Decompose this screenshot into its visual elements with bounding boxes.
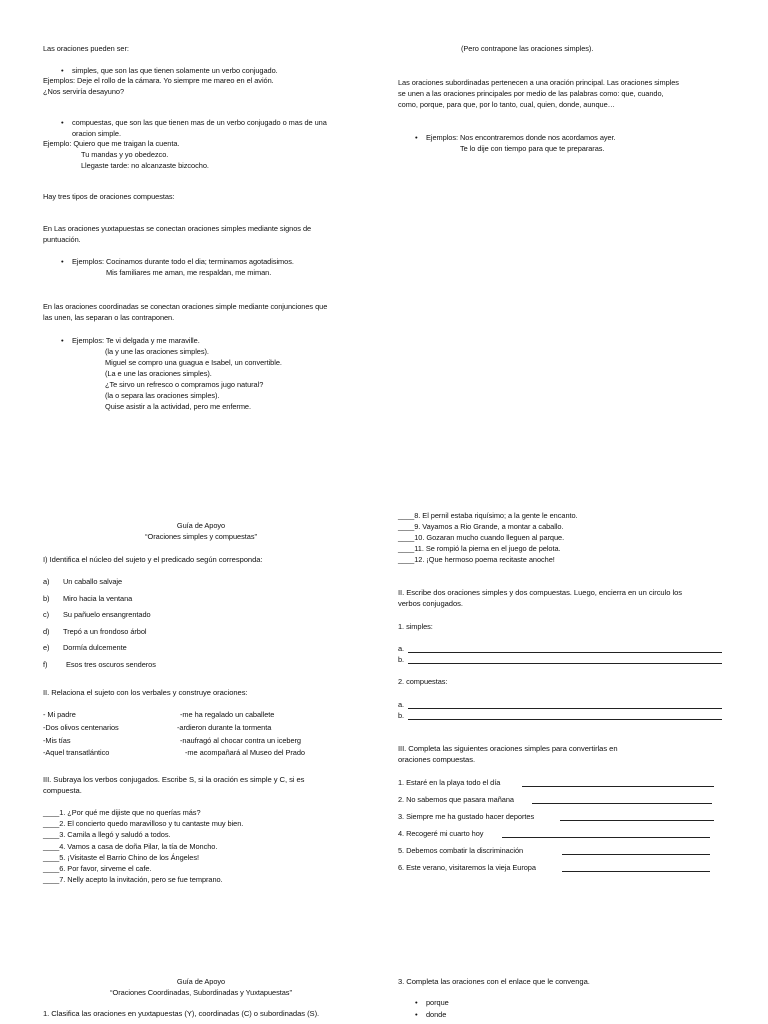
simple-example-2: ¿Nos serviría desayuno? bbox=[43, 87, 125, 96]
complete-item: 4. Recogeré mi cuarto hoy bbox=[398, 829, 484, 838]
answer-line[interactable] bbox=[408, 652, 722, 653]
answer-line[interactable] bbox=[532, 803, 712, 804]
relation-subject: -Mis tías bbox=[43, 736, 71, 745]
classify-item: ____9. Vayamos a Rio Grande, a montar a caballo. bbox=[398, 522, 564, 531]
coordinadas-example: ¿Te sirvo un refresco o compramos jugo natural? bbox=[105, 380, 264, 389]
relation-subject: -Dos olivos centenarios bbox=[43, 723, 119, 732]
exercise-item-text: Trepó a un frondoso árbol bbox=[63, 627, 147, 636]
relation-predicate: -ardieron durante la tormenta bbox=[177, 723, 272, 732]
answer-line[interactable] bbox=[408, 663, 722, 664]
intro-text: Las oraciones pueden ser: bbox=[43, 44, 129, 53]
guide-title: Guía de Apoyo bbox=[176, 521, 226, 530]
classify-item: ____1. ¿Por qué me dijiste que no querías más? bbox=[43, 808, 201, 817]
exercise-item-label: c) bbox=[43, 610, 50, 619]
classify-item: ____10. Gozaran mucho cuando lleguen al parque. bbox=[398, 533, 565, 542]
classify-item: ____6. Por favor, sirveme el cafe. bbox=[43, 864, 152, 873]
answer-line[interactable] bbox=[408, 708, 722, 709]
relation-predicate: -me ha regalado un caballete bbox=[180, 710, 275, 719]
classify-item: ____5. ¡Visitaste el Barrio Chino de los Ángeles! bbox=[43, 853, 199, 862]
section-3-heading-cont: compuesta. bbox=[43, 786, 82, 795]
section-2-heading-cont: verbos conjugados. bbox=[398, 599, 463, 608]
answer-label-a: a. bbox=[398, 644, 405, 653]
answer-line[interactable] bbox=[408, 719, 722, 720]
answer-label-a: a. bbox=[398, 700, 405, 709]
pero-note: (Pero contrapone las oraciones simples). bbox=[461, 44, 594, 53]
answer-label-b: b. bbox=[398, 655, 405, 664]
coordinadas-example: • Ejemplos: Te vi delgada y me maraville. bbox=[72, 336, 200, 345]
exercise-item-label: e) bbox=[43, 643, 50, 652]
classify-item: ____4. Vamos a casa de doña Pilar, la tía de Moncho. bbox=[43, 842, 218, 851]
exercise-item-text: Su pañuelo ensangrentado bbox=[63, 610, 151, 619]
complete-item: 2. No sabemos que pasara mañana bbox=[398, 795, 514, 804]
exercise-item-text: Esos tres oscuros senderos bbox=[66, 660, 156, 669]
compound-example-3: Llegaste tarde: no alcanzaste bizcocho. bbox=[81, 161, 209, 170]
subordinadas-def-1: Las oraciones subordinadas pertenecen a una oración principal. Las oraciones simples bbox=[398, 78, 679, 87]
classify-item: ____12. ¡Que hermoso poema recitaste anoche! bbox=[398, 555, 555, 564]
guide-subtitle: “Oraciones Coordinadas, Subordinadas y Yuxtapuestas” bbox=[110, 988, 292, 997]
coordinadas-example: (la o separa las oraciones simples). bbox=[105, 391, 220, 400]
coordinadas-example: (la y une las oraciones simples). bbox=[105, 347, 209, 356]
compound-bullet-cont: oracion simple. bbox=[72, 129, 121, 138]
compound-example-2: Tu mandas y yo obedezco. bbox=[81, 150, 169, 159]
complete-item: 6. Este verano, visitaremos la vieja Europa bbox=[398, 863, 536, 872]
relation-predicate: -naufragó al chocar contra un iceberg bbox=[180, 736, 301, 745]
simples-label: 1. simples: bbox=[398, 622, 433, 631]
exercise-item-text: Miro hacia la ventana bbox=[63, 594, 133, 603]
guide-title: Guía de Apoyo bbox=[176, 977, 226, 986]
coordinadas-example: Miguel se compro una guagua e Isabel, un convertible. bbox=[105, 358, 282, 367]
relation-subject: - Mi padre bbox=[43, 710, 76, 719]
item-3-text: 3. Completa las oraciones con el enlace que le convenga. bbox=[398, 977, 590, 986]
compound-example-1: Ejemplo: Quiero que me traigan la cuenta. bbox=[43, 139, 180, 148]
subordinadas-def-2: se unen a las oraciones principales por medio de las palabras como: que, cuando, bbox=[398, 89, 664, 98]
simple-example-1: Ejemplos: Deje el rollo de la cámara. Yo siempre me mareo en el avión. bbox=[43, 76, 274, 85]
compuestas-label: 2. compuestas: bbox=[398, 677, 448, 686]
relation-subject: -Aquel transatlántico bbox=[43, 748, 110, 757]
complete-item: 5. Debemos combatir la discriminación bbox=[398, 846, 524, 855]
subordinadas-example-1: • Ejemplos: Nos encontraremos donde nos acordamos ayer. bbox=[426, 133, 616, 142]
answer-line[interactable] bbox=[560, 820, 714, 821]
subordinadas-def-3: como, porque, para que, por lo tanto, cual, quien, donde, aunque… bbox=[398, 100, 615, 109]
yuxtapuestas-def-1: En Las oraciones yuxtapuestas se conectan oraciones simples mediante signos de bbox=[43, 224, 312, 233]
item-1-text: 1. Clasifica las oraciones en yuxtapuestas (Y), coordinadas (C) o subordinadas (S). bbox=[43, 1009, 320, 1018]
coordinadas-def-2: las unen, las separan o las contraponen. bbox=[43, 313, 175, 322]
answer-line[interactable] bbox=[562, 854, 710, 855]
answer-label-b: b. bbox=[398, 711, 405, 720]
exercise-item-label: b) bbox=[43, 594, 50, 603]
classify-item: ____3. Camila a llegó y saludó a todos. bbox=[43, 830, 171, 839]
guide-subtitle: “Oraciones simples y compuestas” bbox=[145, 532, 257, 541]
option-item: • donde bbox=[426, 1010, 446, 1019]
option-item: • porque bbox=[426, 998, 449, 1007]
compound-bullet: • compuestas, que son las que tienen mas de un verbo conjugado o mas de una bbox=[72, 118, 327, 127]
coordinadas-example: (La e une las oraciones simples). bbox=[105, 369, 212, 378]
answer-line[interactable] bbox=[502, 837, 710, 838]
simple-bullet: • simples, que son las que tienen solamente un verbo conjugado. bbox=[72, 66, 278, 75]
complete-item: 3. Siempre me ha gustado hacer deportes bbox=[398, 812, 535, 821]
exercise-item-text: Un caballo salvaje bbox=[63, 577, 123, 586]
exercise-item-label: d) bbox=[43, 627, 50, 636]
yuxtapuestas-def-2: puntuación. bbox=[43, 235, 81, 244]
yuxtapuestas-example-2: Mis familiares me aman, me respaldan, me miman. bbox=[106, 268, 272, 277]
exercise-item-label: f) bbox=[43, 660, 48, 669]
coordinadas-def-1: En las oraciones coordinadas se conectan oraciones simple mediante conjunciones que bbox=[43, 302, 328, 311]
tipos-text: Hay tres tipos de oraciones compuestas: bbox=[43, 192, 175, 201]
exercise-item-label: a) bbox=[43, 577, 50, 586]
section-3-heading: III. Completa las siguientes oraciones simples para convertirlas en bbox=[398, 744, 618, 753]
classify-item: ____7. Nelly acepto la invitación, pero se fue temprano. bbox=[43, 875, 223, 884]
answer-line[interactable] bbox=[522, 786, 714, 787]
section-1-heading: I) Identifica el núcleo del sujeto y el predicado según corresponda: bbox=[43, 555, 263, 564]
classify-item: ____11. Se rompió la pierna en el juego de pelota. bbox=[398, 544, 561, 553]
section-2-heading: II. Relaciona el sujeto con los verbales y construye oraciones: bbox=[43, 688, 248, 697]
classify-item: ____8. El pernil estaba riquísimo; a la gente le encanto. bbox=[398, 511, 578, 520]
relation-predicate: -me acompañará al Museo del Prado bbox=[185, 748, 305, 757]
coordinadas-example: Quise asistir a la actividad, pero me enferme. bbox=[105, 402, 251, 411]
exercise-item-text: Dormía dulcemente bbox=[63, 643, 127, 652]
section-3-heading-cont: oraciones compuestas. bbox=[398, 755, 476, 764]
yuxtapuestas-example-1: • Ejemplos: Cocinamos durante todo el dia; terminamos agotadisimos. bbox=[72, 257, 294, 266]
subordinadas-example-2: Te lo dije con tiempo para que te prepararas. bbox=[460, 144, 605, 153]
answer-line[interactable] bbox=[562, 871, 710, 872]
complete-item: 1. Estaré en la playa todo el día bbox=[398, 778, 501, 787]
section-2-heading: II. Escribe dos oraciones simples y dos compuestas. Luego, encierra en un circulo los bbox=[398, 588, 683, 597]
section-3-heading: III. Subraya los verbos conjugados. Escribe S, si la oración es simple y C, si es bbox=[43, 775, 305, 784]
classify-item: ____2. El concierto quedo maravilloso y tu cantaste muy bien. bbox=[43, 819, 244, 828]
